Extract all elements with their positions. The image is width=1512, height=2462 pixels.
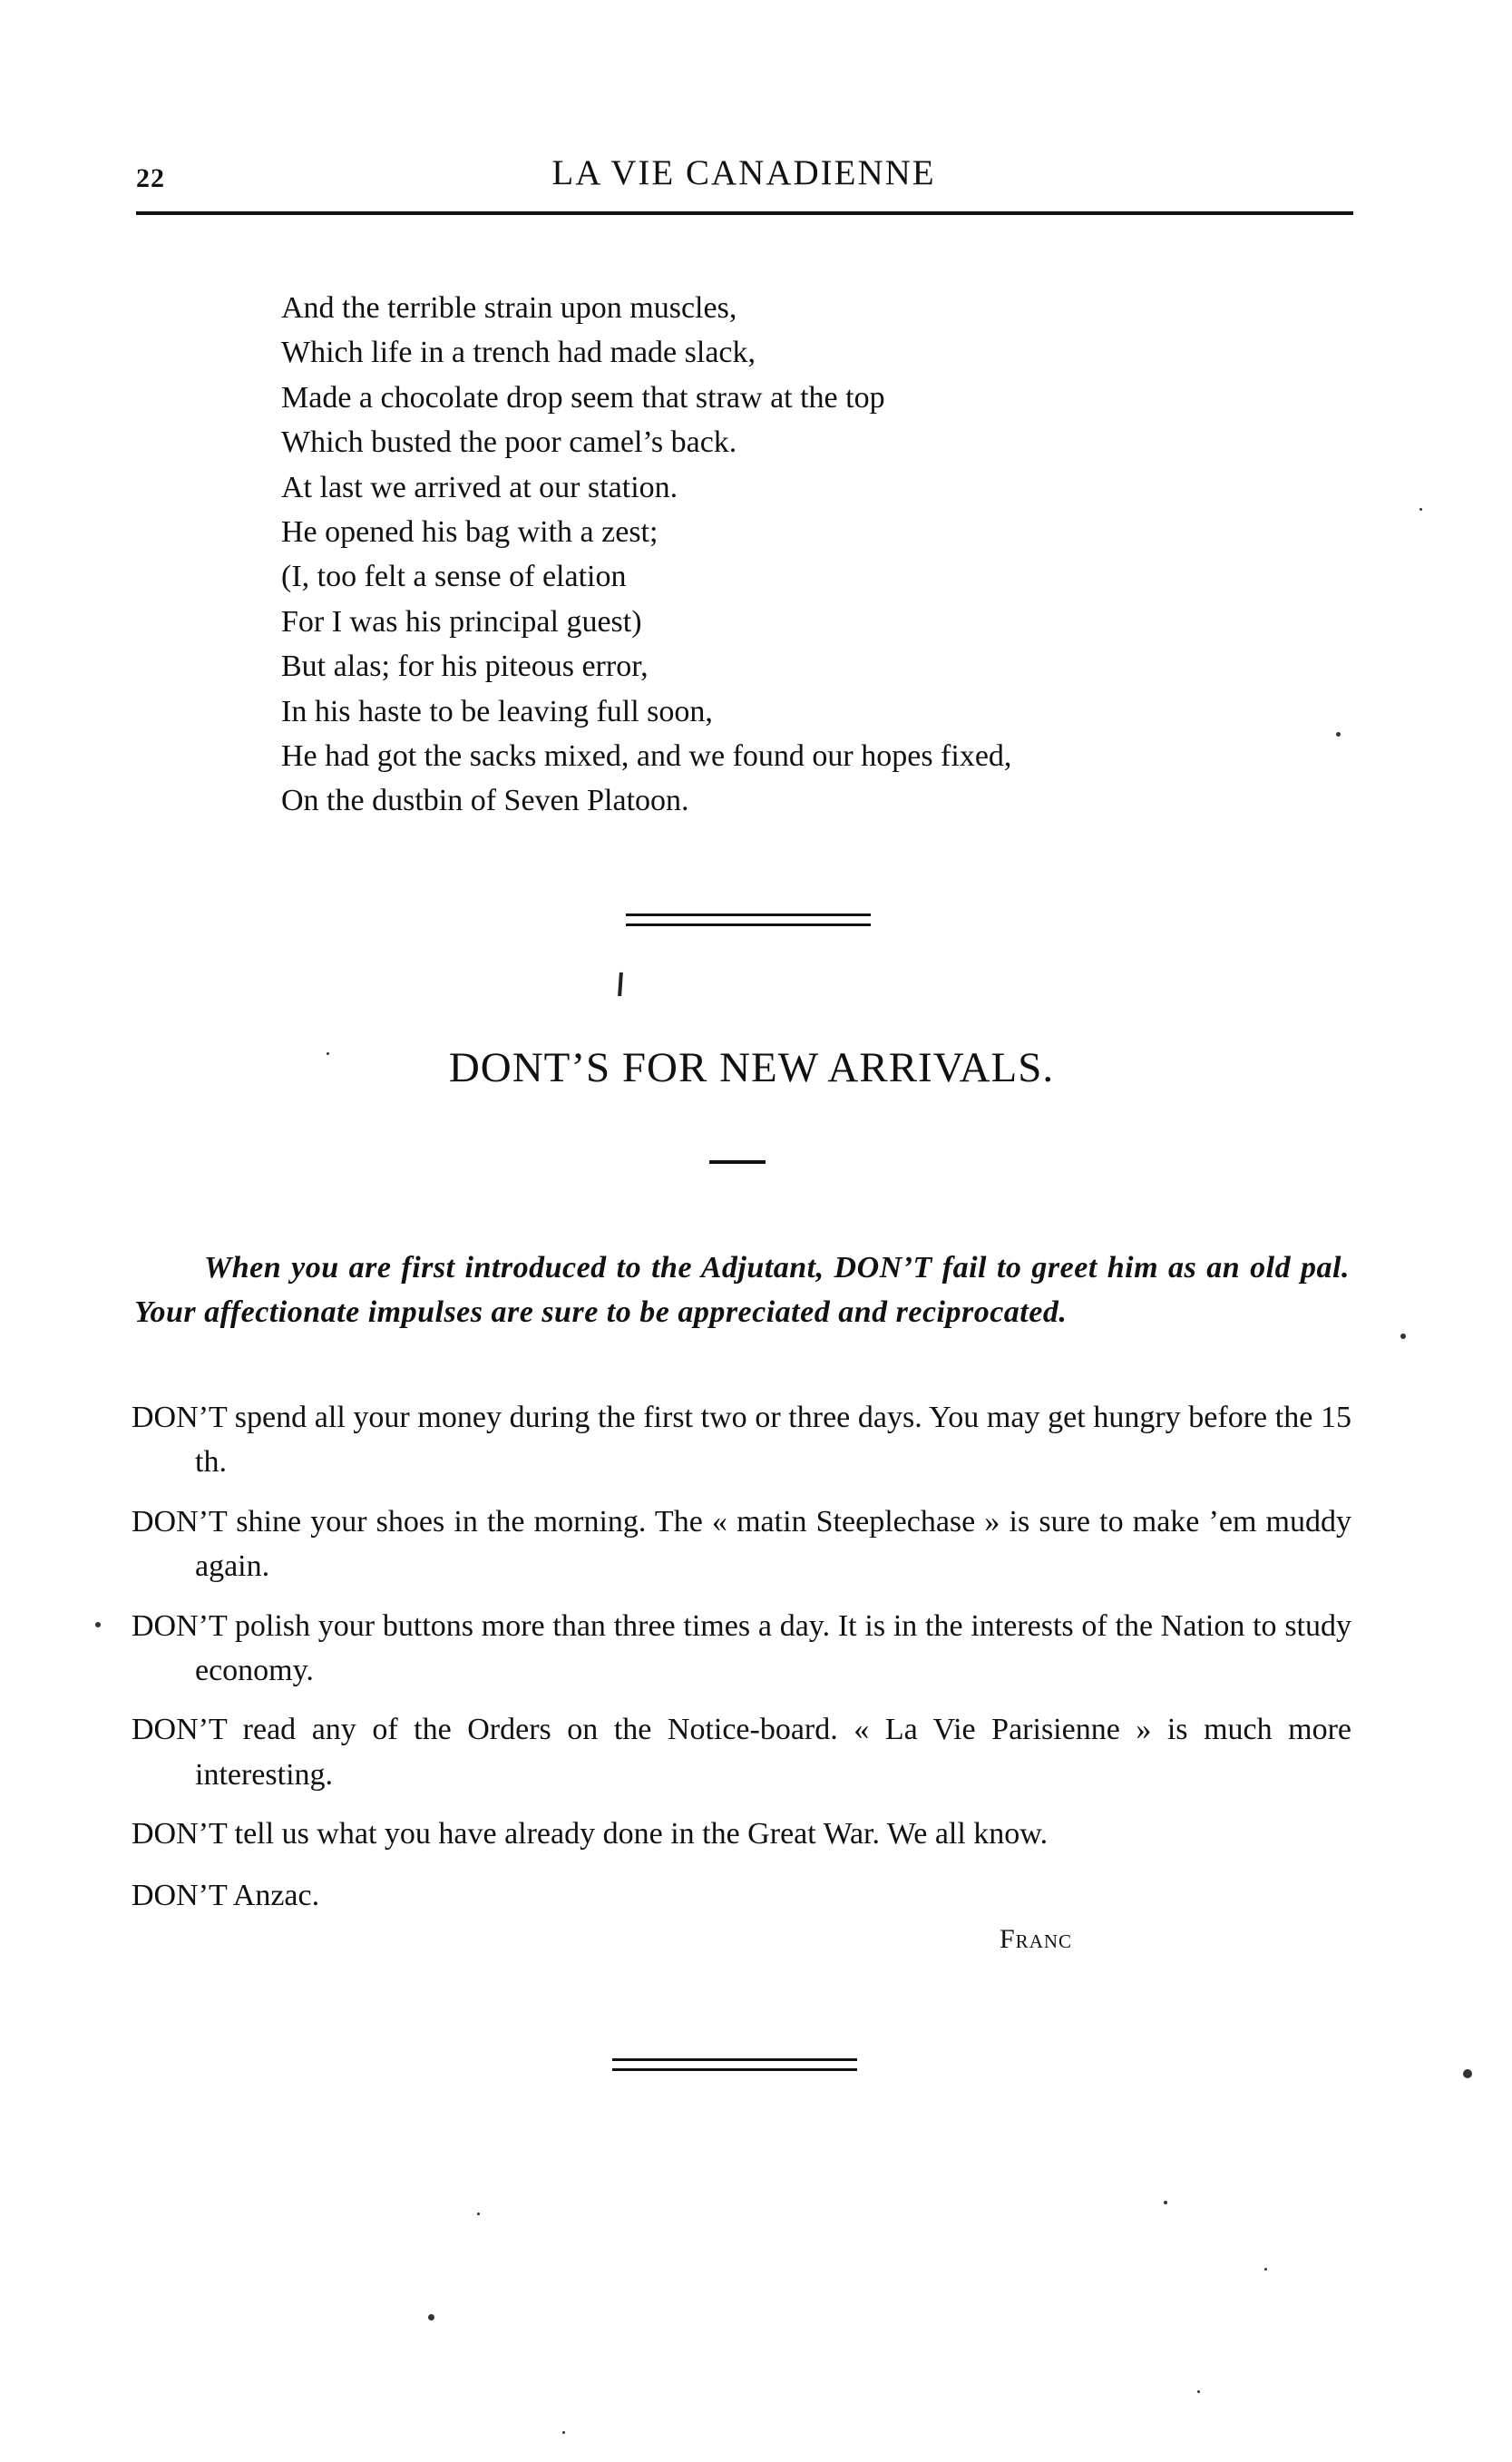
poem-line: (I, too felt a sense of elation bbox=[281, 560, 627, 594]
poem-line: For I was his principal guest) bbox=[281, 604, 642, 639]
donts-list bbox=[132, 1395, 1351, 1934]
scan-speck bbox=[327, 1052, 329, 1055]
running-title: LA VIE CANADIENNE bbox=[551, 153, 936, 192]
scan-speck bbox=[1419, 508, 1422, 511]
scan-speck bbox=[1400, 1334, 1406, 1339]
poem bbox=[281, 286, 1011, 824]
list-item: DON’T shine your shoes in the morning. The « matin Steeplechase » is sure to make ’em muddy again. bbox=[132, 1504, 1351, 1584]
header-rule bbox=[136, 211, 1353, 215]
poem-line: He had got the sacks mixed, and we found our hopes fixed, bbox=[281, 739, 1012, 774]
poem-line: And the terrible strain upon muscles, bbox=[281, 291, 737, 325]
scan-speck bbox=[95, 1622, 101, 1627]
stray-ink-mark bbox=[618, 972, 623, 996]
poem-line: In his haste to be leaving full soon, bbox=[281, 694, 713, 728]
page-header bbox=[136, 152, 1351, 200]
scan-speck bbox=[1197, 2390, 1200, 2393]
scan-speck bbox=[1463, 2069, 1472, 2078]
poem-line: Made a chocolate drop seem that straw at the top bbox=[281, 380, 885, 415]
page-number: 22 bbox=[136, 163, 165, 193]
list-item: DON’T spend all your money during the first two or three days. You may get hungry before the 15 th. bbox=[132, 1401, 1351, 1480]
scan-speck bbox=[428, 2314, 434, 2320]
scan-speck bbox=[562, 2431, 565, 2434]
title-divider bbox=[709, 1160, 766, 1164]
ornamental-double-rule bbox=[626, 913, 871, 926]
section-title: DONT’S FOR NEW ARRIVALS. bbox=[448, 1044, 1055, 1091]
scan-speck bbox=[1336, 732, 1341, 737]
poem-line: But alas; for his piteous error, bbox=[281, 650, 649, 684]
list-item: DON’T tell us what you have already done in the Great War. We all know. bbox=[132, 1817, 1049, 1851]
scan-speck bbox=[1164, 2201, 1167, 2204]
poem-line: Which busted the poor camel’s back. bbox=[281, 425, 737, 460]
poem-line: Which life in a trench had made slack, bbox=[281, 336, 756, 370]
author-signature: Franc bbox=[1000, 1924, 1073, 1954]
poem-line: On the dustbin of Seven Platoon. bbox=[281, 784, 689, 818]
list-item: DON’T read any of the Orders on the Notice-board. « La Vie Parisienne » is much more interesting. bbox=[132, 1713, 1351, 1792]
list-item: DON’T Anzac. bbox=[132, 1878, 320, 1912]
poem-line: At last we arrived at our station. bbox=[281, 470, 678, 504]
list-item: DON’T polish your buttons more than three times a day. It is in the interests of the Nation to study economy. bbox=[132, 1608, 1351, 1688]
intro-paragraph: When you are first introduced to the Adjutant, DON’T fail to greet him as an old pal. Your affectionate impulses are sure to be appreciated and reciprocated. bbox=[134, 1251, 1350, 1330]
scan-speck bbox=[477, 2213, 480, 2215]
ornamental-double-rule bbox=[612, 2058, 857, 2071]
scan-speck bbox=[1264, 2268, 1267, 2271]
poem-line: He opened his bag with a zest; bbox=[281, 515, 658, 550]
